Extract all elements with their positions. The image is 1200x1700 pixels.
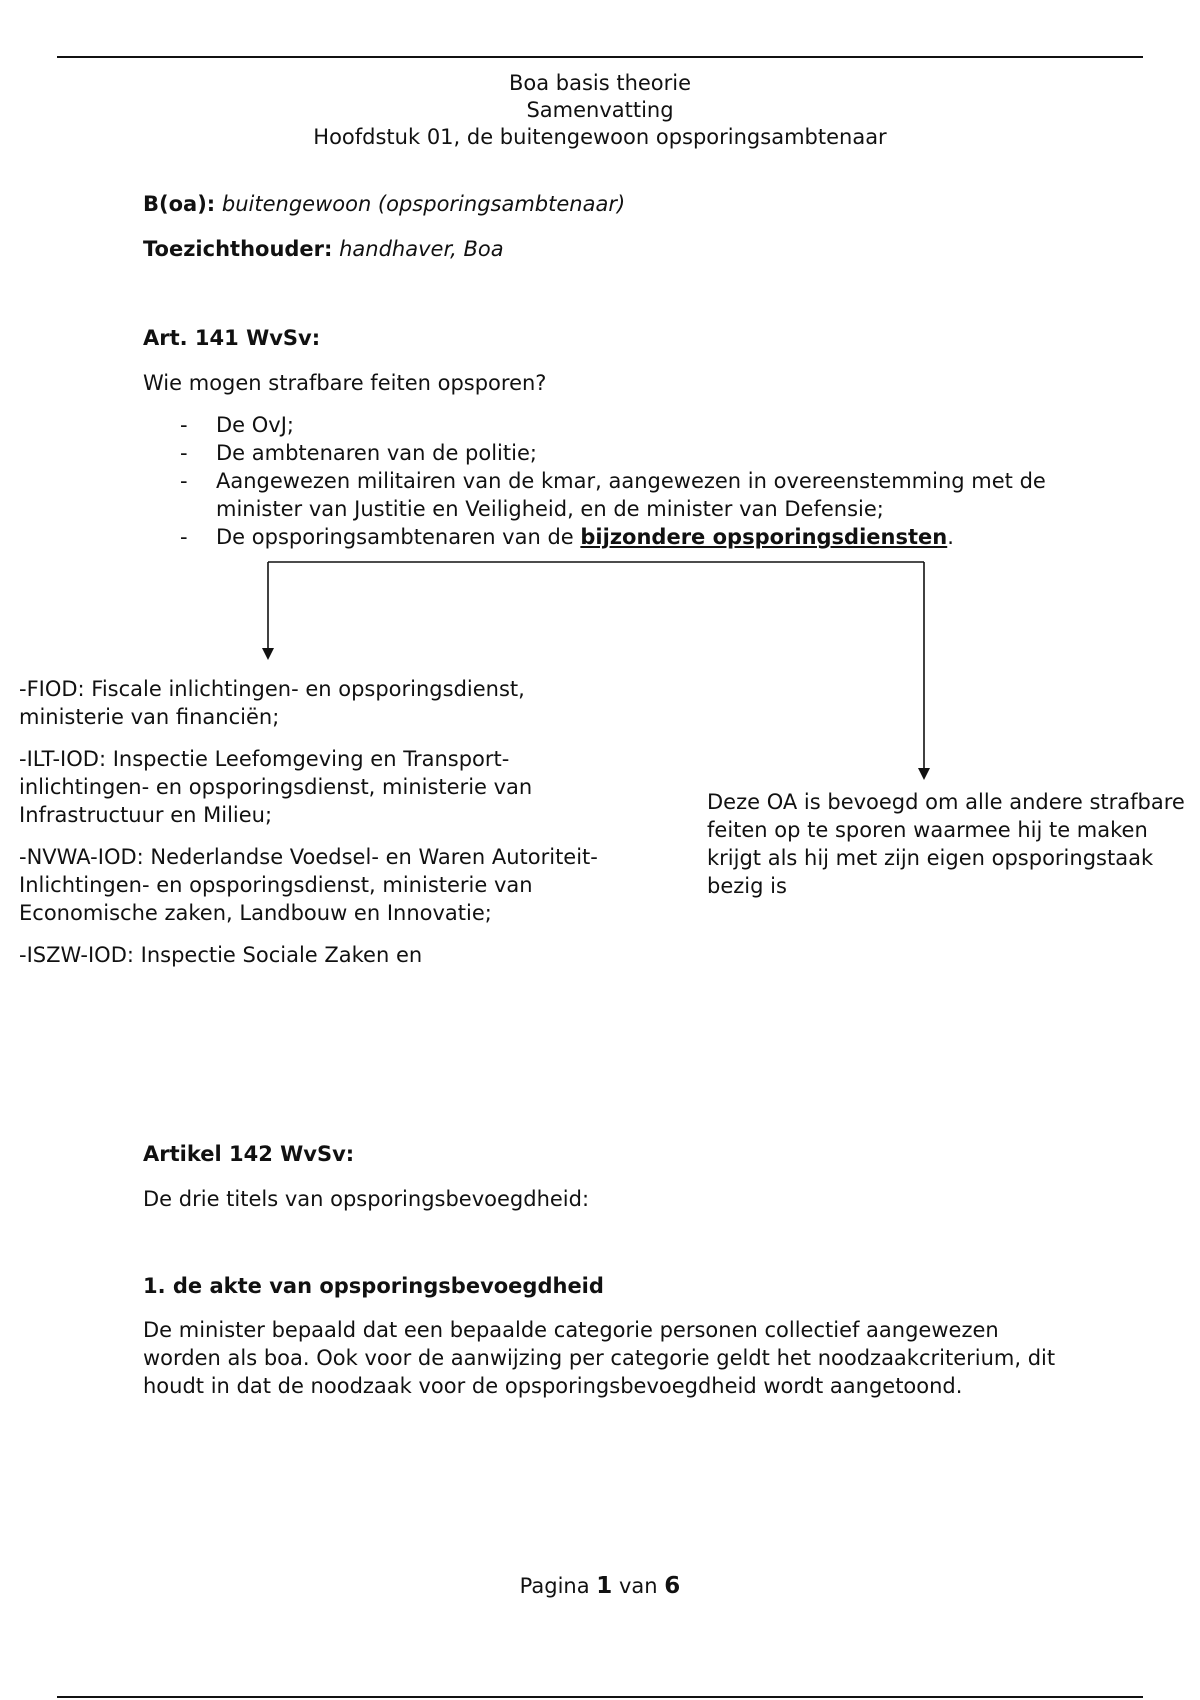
definition-meaning: buitengewoon (opsporingsambtenaar)	[221, 192, 626, 216]
art142-intro: De drie titels van opsporingsbevoegdheid:	[143, 1187, 590, 1211]
header-title: Boa basis theorie	[508, 71, 692, 95]
definition-meaning: handhaver, Boa	[339, 237, 504, 261]
list-item-text	[216, 525, 954, 549]
list-item	[180, 523, 1080, 551]
bijzondere-opsporingsdiensten-emphasis: bijzondere opsporingsdiensten	[580, 525, 948, 549]
services-list	[19, 675, 599, 995]
arrow-down-icon	[262, 648, 274, 660]
header-chapter: Hoofdstuk 01, de buitengewoon opsporingsambtenaar	[313, 125, 887, 149]
art141-question: Wie mogen strafbare feiten opsporen?	[143, 371, 547, 395]
dash-bullet: -	[180, 525, 188, 549]
header-subtitle: Samenvatting	[526, 98, 674, 122]
list-item-prefix: De opsporingsambtenaren van de	[216, 525, 581, 549]
service-item: -FIOD: Fiscale inlichtingen- en opsporingsdienst, ministerie van financiën;	[19, 677, 525, 729]
definition-boa	[143, 190, 625, 218]
footer-label: Pagina	[519, 1574, 590, 1598]
list-item-text: De ambtenaren van de politie;	[216, 441, 537, 465]
bottom-rule	[57, 1696, 1143, 1698]
art142-heading: Artikel 142 WvSv:	[143, 1142, 355, 1166]
list-item-text: De OvJ;	[216, 413, 294, 437]
dash-bullet: -	[180, 413, 188, 437]
service-item: -NVWA-IOD: Nederlandse Voedsel- en Waren Autoriteit- Inlichtingen- en opsporingsdienst, ministerie van Economische zaken, Landbouw en Innovatie;	[19, 845, 598, 925]
page-footer	[0, 1572, 1200, 1600]
section1-heading: 1. de akte van opsporingsbevoegdheid	[143, 1274, 604, 1298]
list-item	[180, 467, 1080, 523]
authority-note: Deze OA is bevoegd om alle andere strafbare feiten op te sporen waarmee hij te maken krijgt als hij met zijn eigen opsporingstaak bezig is	[707, 790, 1185, 898]
page-header	[0, 70, 1200, 151]
footer-total-pages: 6	[664, 1573, 681, 1599]
top-rule	[57, 56, 1143, 58]
list-item-text: Aangewezen militairen van de kmar, aangewezen in overeenstemming met de minister van Justitie en Veiligheid, en de minister van Defensie;	[216, 469, 1046, 521]
arrow-down-icon	[918, 768, 930, 780]
definition-term: B(oa):	[143, 192, 216, 216]
list-item-suffix: .	[947, 525, 954, 549]
art141-heading: Art. 141 WvSv:	[143, 326, 321, 350]
service-item: -ISZW-IOD: Inspectie Sociale Zaken en	[19, 943, 423, 967]
dash-bullet: -	[180, 441, 188, 465]
list-item	[180, 411, 1080, 439]
dash-bullet: -	[180, 469, 188, 493]
section1-body: De minister bepaald dat een bepaalde categorie personen collectief aangewezen worden als boa. Ook voor de aanwijzing per categorie geldt het noodzaakcriterium, dit houdt in dat de noodzaak voor de opsporingsbevoegdheid wordt aangetoond.	[143, 1318, 1056, 1398]
footer-of-label: van	[619, 1574, 658, 1598]
list-item	[180, 439, 1080, 467]
definition-term: Toezichthouder:	[143, 237, 333, 261]
definition-toezichthouder	[143, 235, 504, 263]
art141-list	[180, 411, 1080, 551]
footer-page-number: 1	[596, 1573, 613, 1599]
service-item: -ILT-IOD: Inspectie Leefomgeving en Transport- inlichtingen- en opsporingsdienst, ministerie van Infrastructuur en Milieu;	[19, 747, 533, 827]
